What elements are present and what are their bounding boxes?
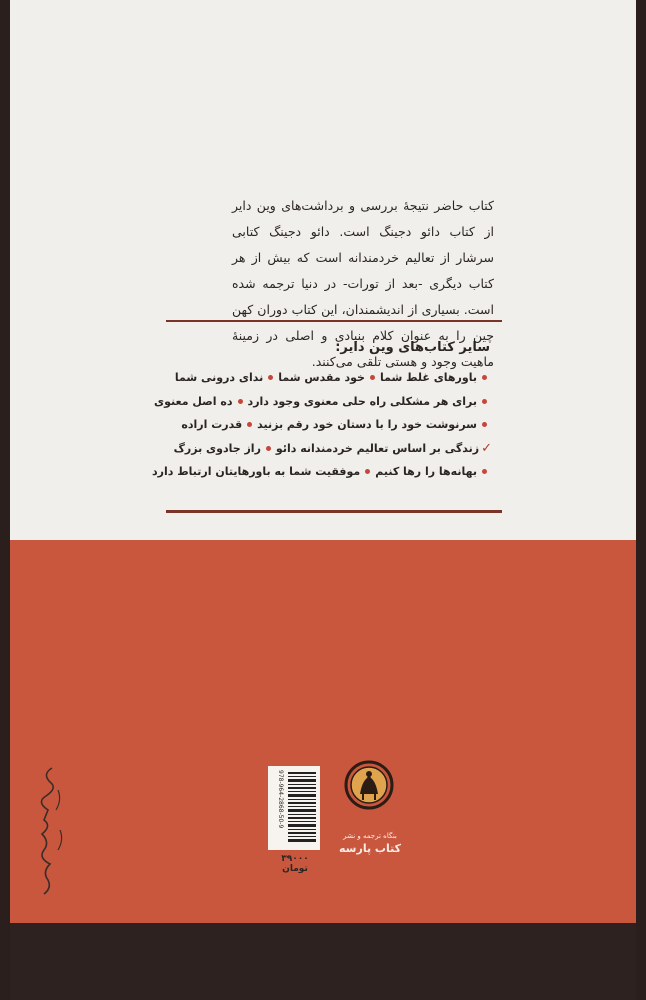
divider-bottom xyxy=(166,510,502,513)
book-title: ندای درونی شما xyxy=(174,371,264,384)
book-title: سرنوشت خود را با دستان خود رقم بزنید xyxy=(257,418,477,431)
book-title: راز جادوی بزرگ xyxy=(173,441,261,455)
blurb-text: کتاب حاضر نتیجهٔ بررسی و برداشت‌های وین دایر از کتاب دائو دجینگ است. دائو دجینگ کتابی سرشار از تعالیم خردمندانه است که بیش از هر کتاب دیگری -بعد از تورات- در دنیا ترجمه شده است. بسیاری از اندیشمندان، این کتاب دوران کهن چین را به عنوان کلام بنیادی و اصلی در زمینهٔ ماهیت وجود و هستی تلقی می‌کنند. xyxy=(232,197,494,369)
bullet-dot-icon xyxy=(365,469,370,474)
book-title: خود مقدس شما xyxy=(278,371,365,384)
publisher-name: کتاب پارسه xyxy=(339,842,401,855)
bullet-dot-icon xyxy=(266,446,271,451)
bullet-dot-icon xyxy=(482,375,487,380)
publisher-logo-emblem xyxy=(344,760,394,810)
book-title: باورهای غلط شما xyxy=(379,371,477,384)
bullet-dot-icon xyxy=(370,375,375,380)
isbn-number: 978-964-2868-50-9 xyxy=(277,770,284,829)
bullet-dot-icon xyxy=(268,375,273,380)
book-list-row xyxy=(172,437,492,461)
bullet-dot-icon xyxy=(482,399,487,404)
dark-bottom-strip xyxy=(10,923,636,1000)
barcode-label xyxy=(268,766,320,850)
price-label: ۳۹۰۰۰ تومان xyxy=(281,854,309,874)
book-title: برای هر مشکلی راه حلی معنوی وجود دارد xyxy=(247,394,477,408)
book-title: موفقیت شما به باورهایتان ارتباط دارد xyxy=(151,465,361,478)
book-list-row xyxy=(172,413,492,437)
checkmark-icon: ✓ xyxy=(481,440,492,456)
orange-panel xyxy=(10,540,636,923)
book-list-row xyxy=(172,366,492,390)
book-title: ده اصل معنوی xyxy=(154,394,233,408)
bullet-dot-icon xyxy=(247,422,252,427)
book-title: بهانه‌ها را رها کنیم xyxy=(375,465,477,478)
bullet-dot-icon xyxy=(238,399,243,404)
bullet-dot-icon xyxy=(482,469,487,474)
book-title: قدرت اراده xyxy=(181,418,243,431)
barcode-bars xyxy=(288,772,316,844)
publisher-tagline: بنگاه ترجمه و نشر xyxy=(343,832,397,840)
bullet-dot-icon xyxy=(482,422,487,427)
handwritten-signature xyxy=(22,760,72,900)
book-back-cover xyxy=(10,0,636,1000)
other-books-title: سایر کتاب‌های وین دایر: xyxy=(335,340,490,355)
book-list-row xyxy=(151,460,492,484)
book-list-row xyxy=(154,390,492,414)
divider-top xyxy=(166,320,502,322)
book-title: زندگی بر اساس تعالیم خردمندانه دائو xyxy=(275,441,480,455)
other-books-list xyxy=(151,366,492,484)
